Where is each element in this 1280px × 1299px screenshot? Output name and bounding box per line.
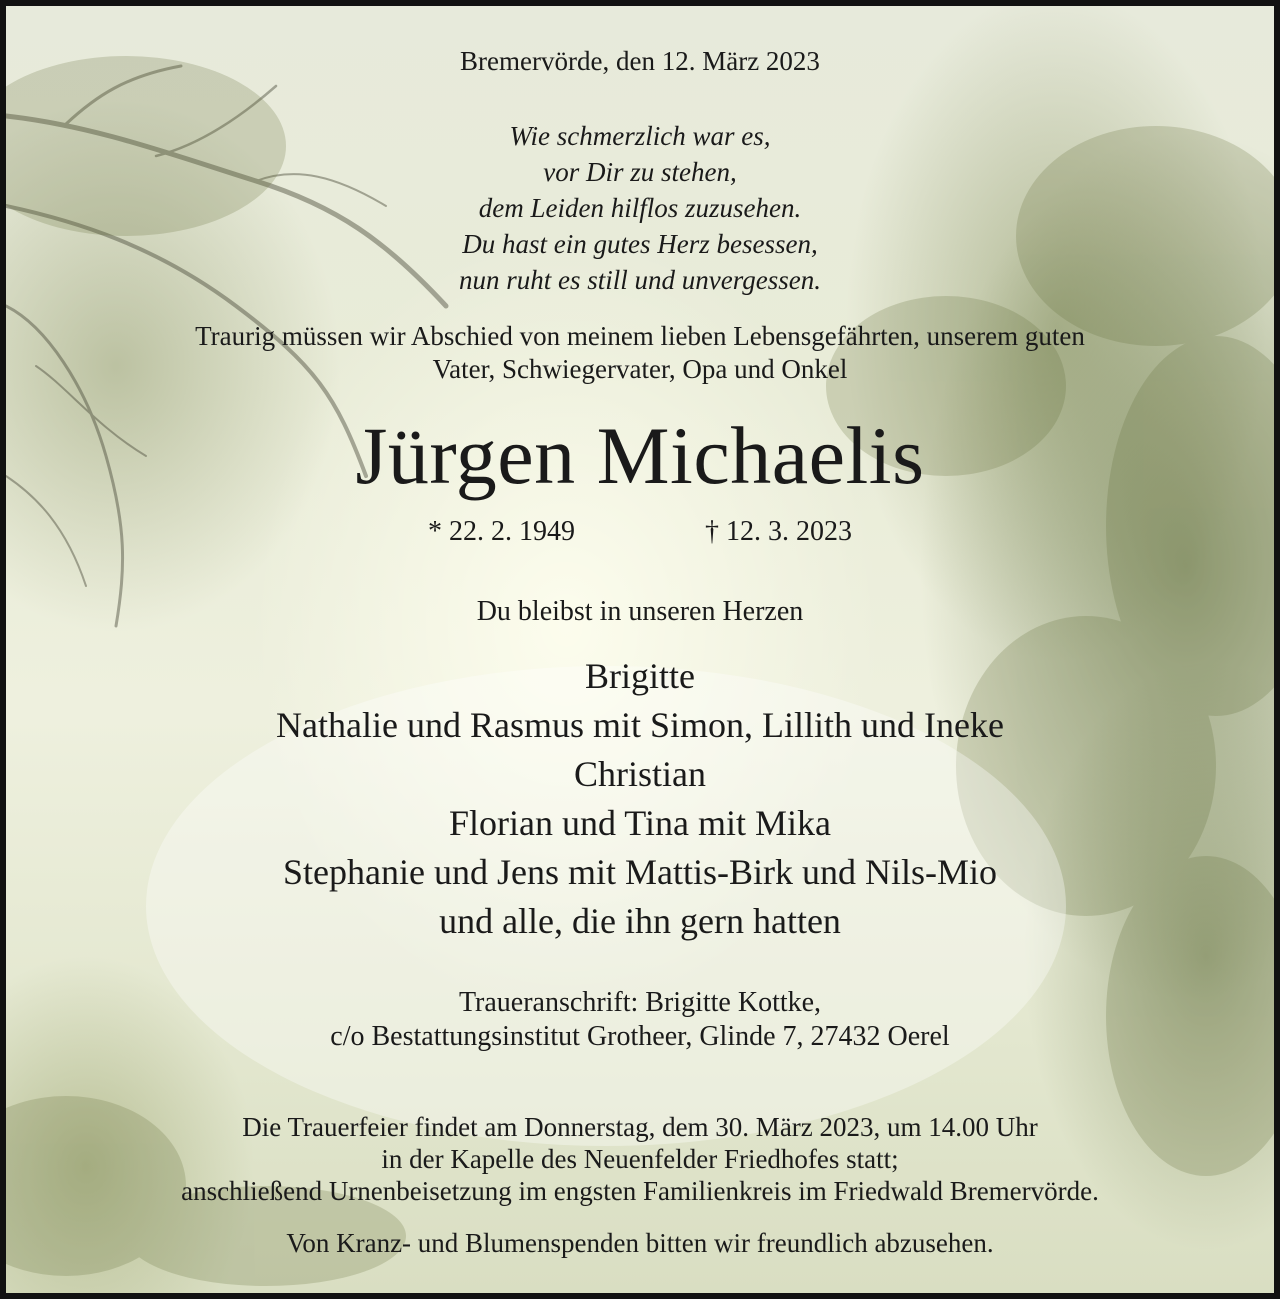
mourner-line: Christian: [574, 754, 706, 794]
poem-line: Wie schmerzlich war es,: [509, 121, 771, 151]
mourner-line: Nathalie und Rasmus mit Simon, Lillith und Ineke: [276, 705, 1004, 745]
death-date: † 12. 3. 2023: [705, 516, 852, 547]
funeral-service-info: [6, 1111, 1274, 1207]
mourner-line: Florian und Tina mit Mika: [448, 803, 832, 843]
life-dates: [6, 516, 1274, 548]
intro-line: Traurig müssen wir Abschied von meinem lieben Lebensgefährten, unserem guten: [195, 321, 1085, 351]
poem-line: vor Dir zu stehen,: [543, 157, 737, 187]
mourner-line: und alle, die ihn gern hatten: [439, 901, 841, 941]
poem-line: dem Leiden hilflos zuzusehen.: [478, 193, 802, 223]
farewell-intro: [6, 320, 1274, 386]
mourning-address: [6, 986, 1274, 1054]
service-line: anschließend Urnenbeisetzung im engsten Familienkreis im Friedwald Bremervörde.: [181, 1176, 1099, 1206]
birth-date: * 22. 2. 1949: [428, 516, 575, 547]
poem: [6, 118, 1274, 298]
poem-line: Du hast ein gutes Herz besessen,: [462, 229, 818, 259]
address-line: Traueranschrift: Brigitte Kottke,: [458, 987, 822, 1018]
service-line: in der Kapelle des Neuenfelder Friedhofes statt;: [381, 1144, 899, 1174]
poem-line: nun ruht es still und unvergessen.: [459, 265, 821, 295]
intro-line: Vater, Schwiegervater, Opa und Onkel: [432, 354, 848, 384]
flowers-note: Von Kranz- und Blumenspenden bitten wir freundlich abzusehen.: [286, 1228, 994, 1258]
mourner-line: Stephanie und Jens mit Mattis-Birk und Nils-Mio: [283, 852, 997, 892]
deceased-name: Jürgen Michaelis: [355, 410, 925, 501]
mourner-line: Brigitte: [585, 656, 695, 696]
remembrance-line: Du bleibst in unseren Herzen: [476, 596, 804, 627]
service-line: Die Trauerfeier findet am Donnerstag, dem 30. März 2023, um 14.00 Uhr: [242, 1112, 1038, 1142]
mourners-list: [6, 652, 1274, 946]
address-line: c/o Bestattungsinstitut Grotheer, Glinde 7, 27432 Oerel: [330, 1021, 950, 1052]
place-and-date: Bremervörde, den 12. März 2023: [460, 46, 820, 76]
